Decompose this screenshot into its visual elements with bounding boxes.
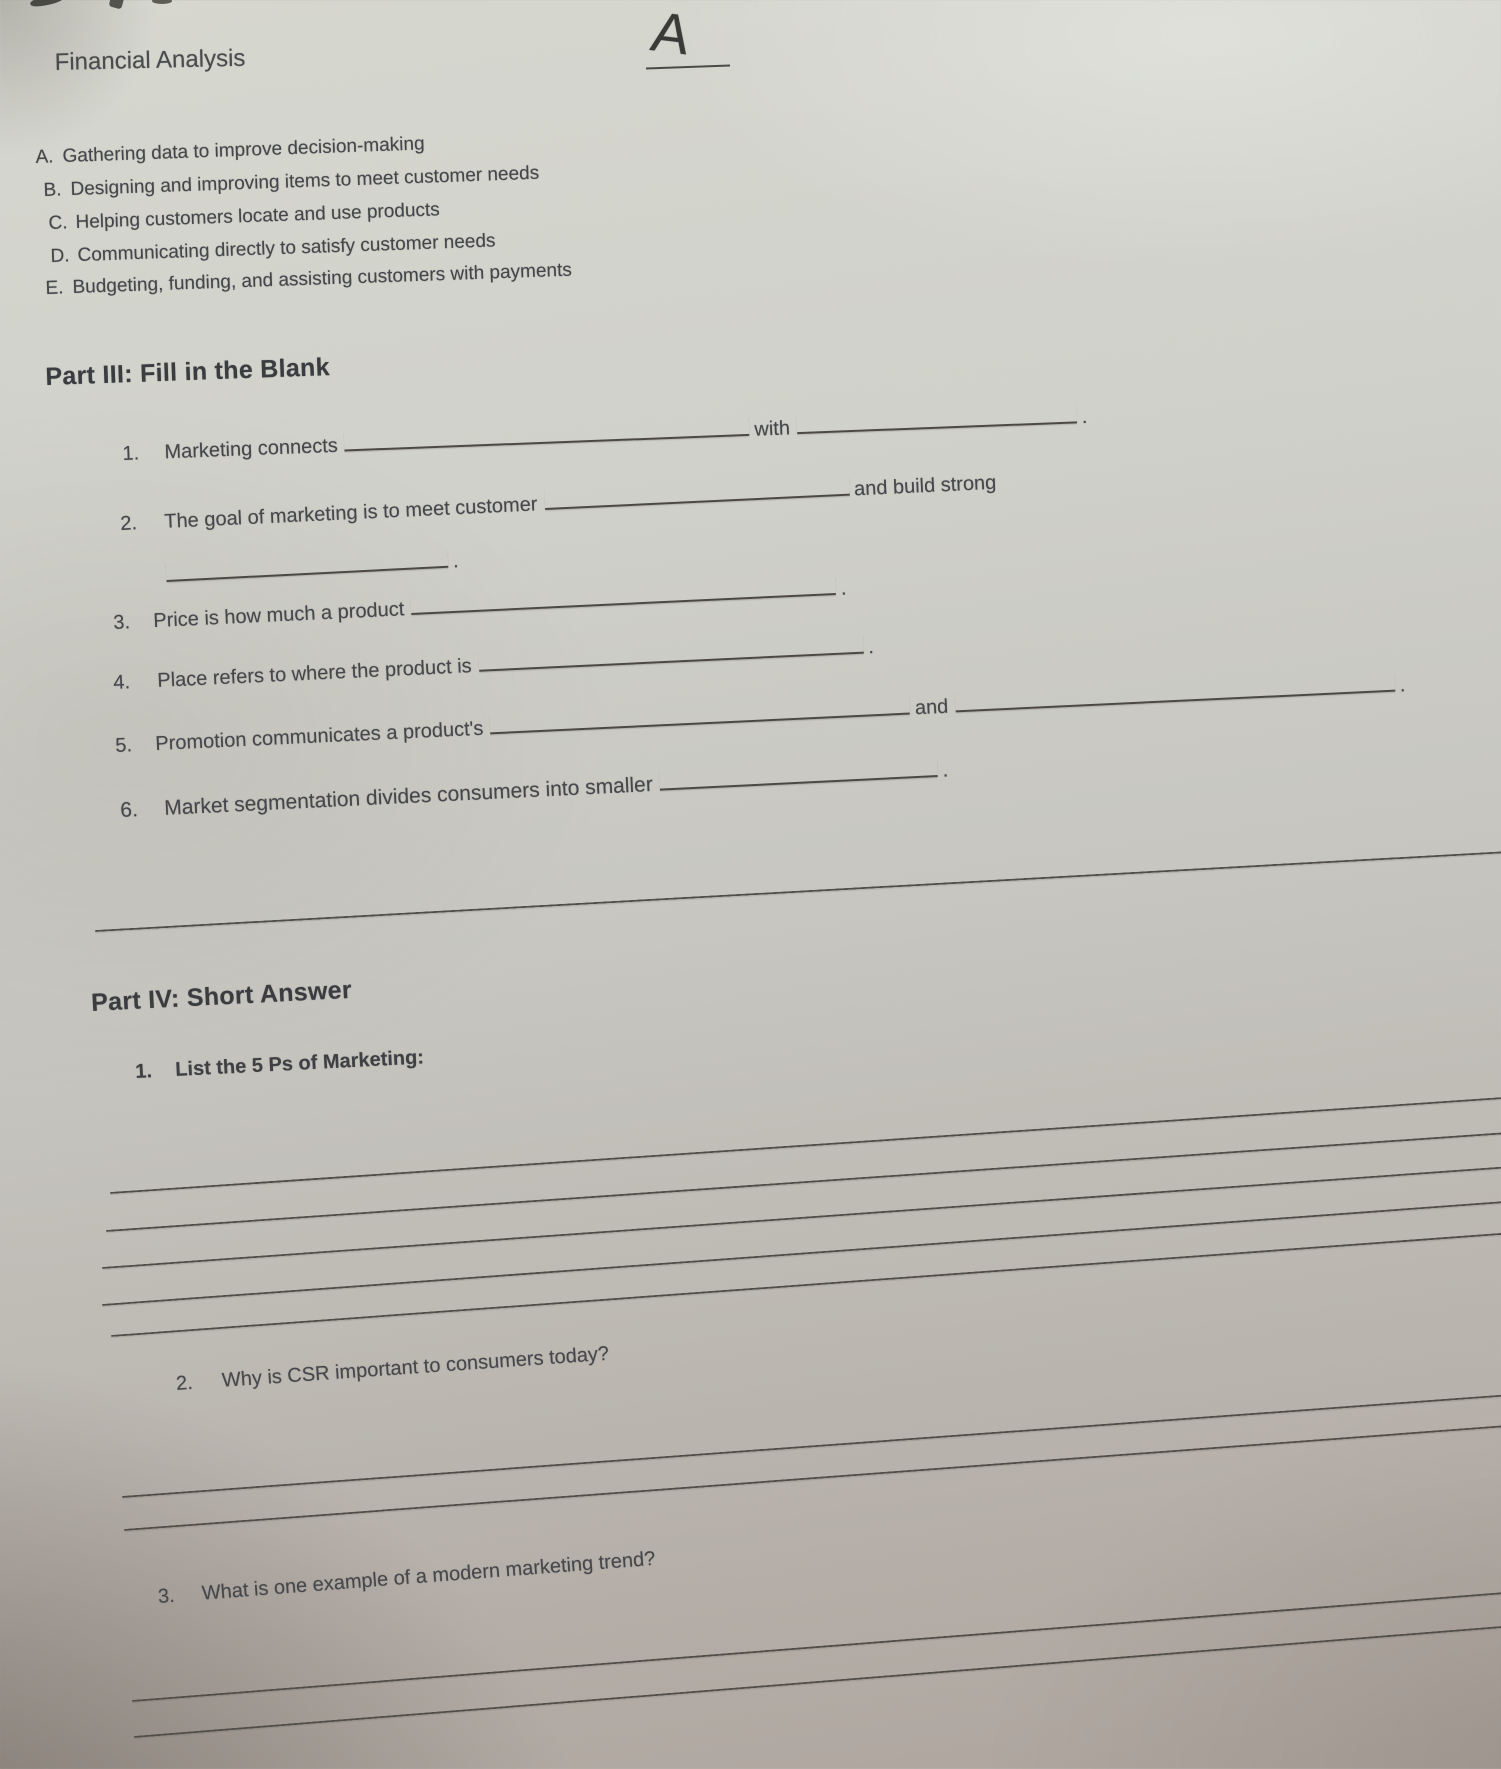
page-edge-ink-artifact	[29, 0, 64, 8]
item-number: 5.	[114, 734, 133, 758]
fill-blank-line[interactable]	[411, 576, 836, 615]
fill-blank-line[interactable]	[490, 696, 910, 735]
item-text: .	[452, 550, 460, 573]
page-edge-ink-artifact	[152, 0, 172, 4]
short-answer-question-2	[175, 1342, 610, 1397]
item-text: and build strong	[853, 471, 997, 501]
option-c	[48, 198, 440, 235]
answer-line[interactable]	[124, 1423, 1501, 1531]
item-number: 1.	[122, 442, 140, 466]
option-text: Helping customers locate and use products	[75, 199, 441, 234]
question-text: List the 5 Ps of Marketing:	[174, 1046, 425, 1081]
option-text: Gathering data to improve decision-making	[62, 133, 425, 168]
fill-blank-line[interactable]	[797, 404, 1078, 434]
option-b	[43, 162, 539, 203]
fill-blank-item-4	[113, 634, 875, 696]
item-text: with	[754, 417, 791, 441]
fill-blank-line[interactable]	[544, 477, 850, 510]
item-text: .	[1081, 405, 1088, 429]
item-text: .	[941, 758, 949, 782]
option-text: Designing and improving items to meet customer needs	[70, 162, 540, 201]
fill-blank-item-2	[120, 470, 997, 537]
item-text: Place refers to where the product is	[156, 655, 473, 692]
item-text: Marketing connects	[164, 434, 339, 464]
answer-line[interactable]	[110, 1095, 1501, 1194]
answer-line[interactable]	[111, 1231, 1501, 1337]
item-text: and	[914, 695, 949, 720]
handwritten-grade-mark: A	[646, 0, 696, 67]
question-number: 2.	[175, 1371, 194, 1396]
question-text: Why is CSR important to consumers today?	[221, 1342, 610, 1392]
question-number: 3.	[157, 1584, 176, 1609]
question-text: What is one example of a modern marketing trend?	[201, 1547, 657, 1605]
short-answer-question-3	[157, 1547, 656, 1610]
item-text: .	[867, 636, 875, 659]
option-a	[35, 132, 425, 169]
item-number: 4.	[112, 671, 131, 695]
page-edge-ink-artifact	[109, 0, 125, 9]
item-text: Price is how much a product	[152, 598, 405, 633]
option-label: A.	[35, 146, 54, 169]
option-label: B.	[43, 179, 62, 202]
item-text: Market segmentation divides consumers into smaller	[163, 772, 654, 820]
page-title: Financial Analysis	[54, 44, 246, 77]
answer-line[interactable]	[134, 1622, 1501, 1738]
option-text: Communicating directly to satisfy customer needs	[77, 230, 496, 267]
question-number: 1.	[134, 1060, 153, 1084]
item-text: .	[1399, 674, 1406, 697]
part4-heading: Part IV: Short Answer	[90, 975, 353, 1018]
option-label: D.	[50, 245, 70, 268]
fill-blank-line[interactable]	[955, 673, 1395, 713]
item-number: 2.	[119, 512, 138, 536]
short-answer-question-1	[135, 1045, 425, 1085]
option-label: C.	[48, 212, 68, 235]
fill-blank-line[interactable]	[95, 851, 1501, 932]
fill-blank-item-2-continued	[166, 548, 460, 589]
fill-blank-line[interactable]	[659, 757, 938, 790]
option-label: E.	[45, 277, 64, 300]
answer-line[interactable]	[132, 1589, 1501, 1702]
item-number: 6.	[119, 798, 139, 822]
fill-blank-item-6	[120, 757, 949, 825]
item-number: 3.	[112, 611, 131, 635]
part3-heading: Part III: Fill in the Blank	[44, 353, 331, 392]
item-text: Promotion communicates a product's	[154, 717, 484, 756]
fill-blank-line[interactable]	[478, 635, 863, 672]
fill-blank-item-1	[122, 404, 1088, 467]
item-text: .	[840, 577, 847, 600]
item-text: The goal of marketing is to meet customer	[163, 493, 538, 533]
fill-blank-line[interactable]	[166, 549, 449, 582]
answer-line[interactable]	[122, 1392, 1501, 1498]
option-text: Budgeting, funding, and assisting customers with payments	[72, 259, 573, 299]
fill-blank-line[interactable]	[344, 417, 749, 452]
